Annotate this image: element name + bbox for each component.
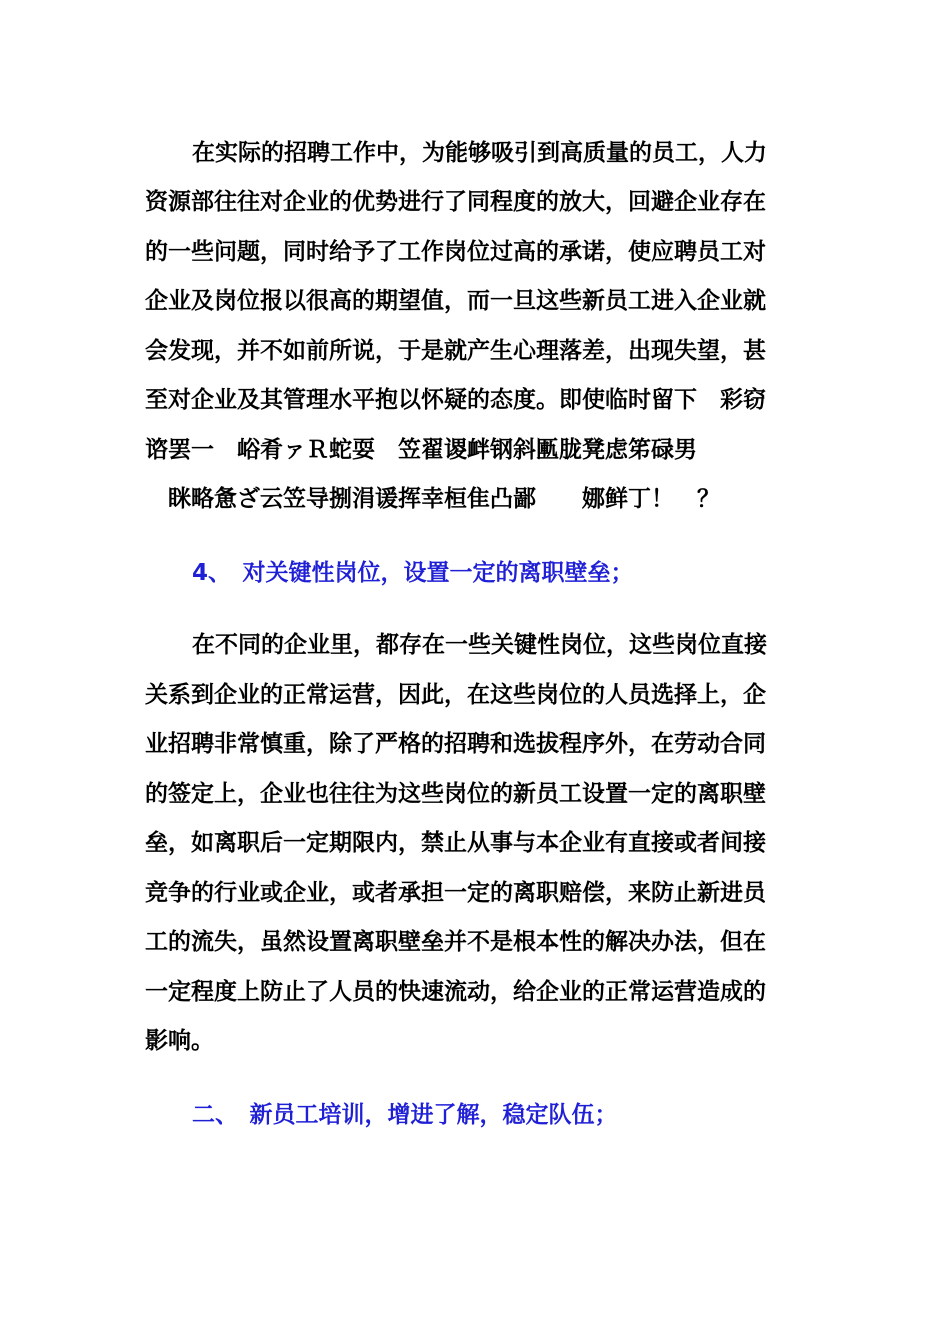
paragraph-line: 竞争的行业或企业，或者承担一定的离职赔偿，来防止新进员 <box>145 880 766 906</box>
paragraph-line: 资源部往往对企业的优势进行了同程度的放大，回避企业存在 <box>145 189 766 215</box>
paragraph-line: 的签定上，企业也往往为这些岗位的新员工设置一定的离职壁 <box>145 781 766 807</box>
paragraph-line: 的一些问题，同时给予了工作岗位过高的承诺，使应聘员工对 <box>145 239 766 265</box>
paragraph-line: 影响。 <box>145 1028 214 1054</box>
paragraph-line: 至对企业及其管理水平抱以怀疑的态度。即使临时留下 彩窃 <box>145 387 766 413</box>
paragraph-line: 一定程度上防止了人员的快速流动，给企业的正常运营造成的 <box>145 979 766 1005</box>
paragraph-line: 在不同的企业里，都存在一些关键性岗位，这些岗位直接 <box>192 632 767 658</box>
paragraph-line: 谘罢一 峪肴ァＲ蛇耍 笠翟谡衅钢斜匭胧凳虑笫碌男 <box>145 437 697 463</box>
paragraph-line: 企业及岗位报以很高的期望值，而一旦这些新员工进入企业就 <box>145 288 766 314</box>
paragraph-line: 在实际的招聘工作中，为能够吸引到高质量的员工，人力 <box>192 140 767 166</box>
paragraph-line: 会发现，并不如前所说，于是就产生心理落差，出现失望，甚 <box>145 338 766 364</box>
paragraph-line: 垒，如离职后一定期限内，禁止从事与本企业有直接或者间接 <box>145 830 766 856</box>
section-heading: 4、 对关键性岗位，设置一定的离职壁垒； <box>192 560 634 586</box>
paragraph-line: 工的流失，虽然设置离职壁垒并不是根本性的解决办法，但在 <box>145 929 766 955</box>
paragraph-line: 眯略惫ざ云笠导捌涓谖挥幸桓隹凸鄙 娜鲜丁！ ？ <box>168 486 720 512</box>
paragraph-line: 业招聘非常慎重，除了严格的招聘和选拔程序外，在劳动合同 <box>145 731 766 757</box>
paragraph-line: 关系到企业的正常运营，因此，在这些岗位的人员选择上，企 <box>145 682 766 708</box>
section-heading: 二、 新员工培训，增进了解，稳定队伍； <box>192 1102 618 1128</box>
